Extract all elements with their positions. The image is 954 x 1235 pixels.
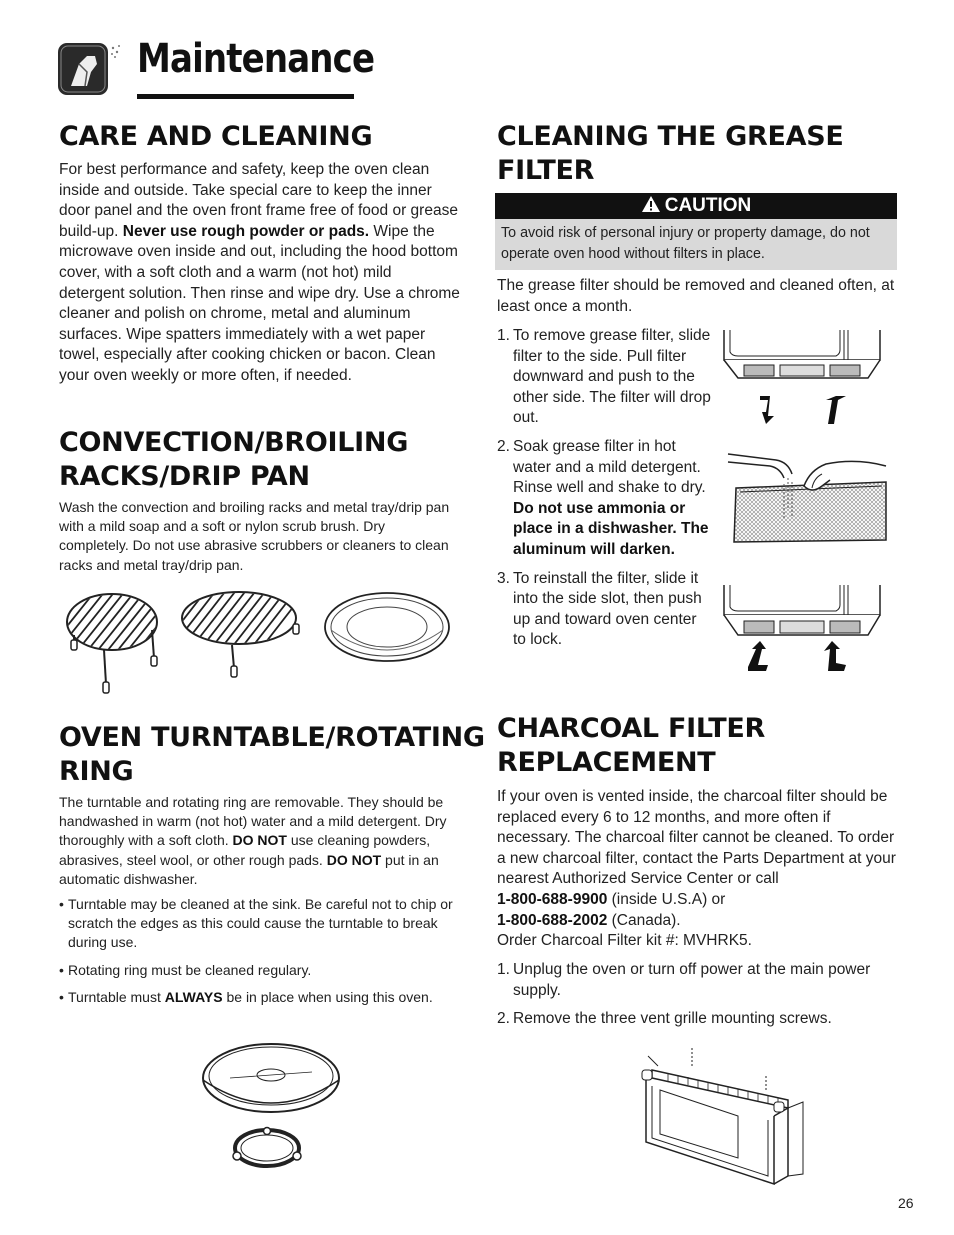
list-item: • Turntable may be cleaned at the sink. Be careful not to chip or scratch the edges as this could cause the turntable to break during use. bbox=[59, 895, 459, 953]
caution-header bbox=[495, 193, 897, 219]
charcoal-title-line1: CHARCOAL FILTER bbox=[497, 713, 766, 744]
list-item: • Rotating ring must be cleaned regulary. bbox=[59, 961, 459, 980]
step-number: 1. bbox=[497, 327, 510, 344]
charcoal-text bbox=[497, 787, 897, 952]
phone-line-usa bbox=[497, 890, 897, 911]
care-p1-rest: Wipe the microwave oven inside and out, including the hood bottom cover, with a soft cloth and a warm (not hot) mild detergent solution. Then rinse and wipe dry. Use a chrome cleaner and polish on chrome, metal and aluminum surfaces. Wipe spatters immediately with a wet paper towel, especially after cooking chicken or bacon. Clean your oven weekly or more often, if needed. bbox=[59, 222, 460, 384]
kit-number: Order Charcoal Filter kit #: MVHRK5. bbox=[497, 932, 752, 950]
care-warning: Never use rough powder or pads. bbox=[122, 222, 370, 240]
soak-filter-illustration bbox=[726, 448, 888, 543]
convection-text: Wash the convection and broiling racks and metal tray/drip pan with a mild soap and a soft or nylon scrub brush. Dry completely. Do not use abrasive scrubbers or cleaners to clean racks and metal tray/drip pan. bbox=[59, 499, 450, 573]
convection-title-line2: RACKS/DRIP PAN bbox=[59, 461, 310, 492]
list-item bbox=[497, 437, 711, 561]
step-warning: Do not use ammonia or place in a dishwasher. The aluminum will darken. bbox=[513, 499, 709, 558]
grease-intro: The grease filter should be removed and cleaned often, at least once a month. bbox=[497, 277, 895, 315]
convection-title-line1: CONVECTION/BROILING bbox=[59, 427, 409, 458]
caution-label: CAUTION bbox=[664, 195, 752, 216]
phone-canada: 1-800-688-2002 bbox=[497, 911, 608, 929]
charcoal-intro: If your oven is vented inside, the charcoal filter should be replaced every 6 to 12 months, and more often if necessary. The charcoal filter cannot be cleaned. To order a new charcoal filter, contact the Parts Department at your nearest Authorized Service Center or call bbox=[497, 788, 896, 888]
bullet3-a: Turntable must bbox=[68, 988, 161, 1005]
phone-usa: 1-800-688-9900 bbox=[497, 890, 608, 908]
turntable-title bbox=[59, 721, 485, 789]
list-item bbox=[497, 326, 711, 429]
charcoal-steps bbox=[497, 960, 897, 1030]
header-icon bbox=[57, 42, 109, 96]
turntable-do-not-1: DO NOT bbox=[232, 832, 287, 849]
step-number: 2. bbox=[497, 1010, 510, 1028]
grease-title bbox=[497, 120, 844, 188]
step-text: To remove grease filter, slide filter to the side. Pull filter downward and push to the other side. The filter will drop out. bbox=[513, 327, 711, 427]
care-text bbox=[59, 160, 461, 387]
turntable-text-c: put in an automatic dishwasher. bbox=[59, 851, 439, 887]
step-text: Soak grease filter in hot water and a mild detergent. Rinse well and shake to dry. bbox=[513, 437, 706, 497]
warning-triangle-icon bbox=[641, 195, 661, 221]
grease-title-line2: FILTER bbox=[497, 155, 595, 186]
grease-steps bbox=[497, 326, 711, 651]
list-item bbox=[497, 960, 897, 1001]
list-item bbox=[497, 569, 711, 651]
turntable-text-b: use cleaning powders, abrasives, steel wool, or other rough pads. bbox=[59, 832, 431, 868]
cleaning-hand-icon bbox=[57, 42, 127, 98]
phone-canada-note: (Canada). bbox=[611, 911, 681, 929]
step-text: Remove the three vent grille mounting screws. bbox=[513, 1010, 832, 1028]
list-item bbox=[59, 988, 459, 1007]
care-title: CARE AND CLEANING bbox=[59, 121, 373, 152]
convection-title bbox=[59, 426, 408, 494]
title-underline bbox=[137, 94, 354, 99]
caution-box bbox=[495, 219, 897, 270]
phone-usa-note: (inside U.S.A) or bbox=[611, 890, 726, 908]
step-text: Unplug the oven or turn off power at the main power supply. bbox=[513, 961, 871, 999]
charcoal-title bbox=[497, 712, 765, 780]
turntable-title-line1: OVEN TURNTABLE/ROTATING bbox=[59, 722, 485, 753]
charcoal-title-line2: REPLACEMENT bbox=[497, 747, 716, 778]
caution-text: To avoid risk of personal injury or property damage, do not operate oven hood without filters in place. bbox=[501, 225, 870, 262]
turntable-do-not-2: DO NOT bbox=[326, 851, 382, 868]
step-number: 2. bbox=[497, 437, 510, 455]
care-p1: For best performance and safety, keep the oven clean inside and outside. Take special care to keep the inner door panel and the oven front frame free of food or grease build-up. bbox=[59, 161, 458, 240]
step-text: To reinstall the filter, slide it into the side slot, then push up and toward oven center to lock. bbox=[513, 569, 702, 649]
step-number: 1. bbox=[497, 961, 510, 978]
bullet3-b: be in place when using this oven. bbox=[226, 988, 433, 1005]
turntable-text bbox=[59, 793, 459, 889]
turntable-text-a: The turntable and rotating ring are removable. They should be handwashed in warm (not hot) water and a mild detergent. Dry thoroughly with a soft cloth. bbox=[59, 794, 447, 849]
list-item bbox=[497, 1009, 897, 1030]
page-title: Maintenance bbox=[137, 36, 375, 82]
turntable-illustration bbox=[200, 1038, 350, 1173]
vent-grille-illustration bbox=[638, 1046, 808, 1191]
reinstall-filter-illustration bbox=[718, 585, 888, 680]
step-number: 3. bbox=[497, 569, 510, 587]
page-number: 26 bbox=[898, 1195, 914, 1211]
grease-title-line1: CLEANING THE GREASE bbox=[497, 121, 844, 152]
remove-filter-illustration bbox=[718, 330, 888, 430]
turntable-title-line2: RING bbox=[59, 756, 134, 787]
bullet3-bold: ALWAYS bbox=[164, 988, 223, 1005]
convection-racks-illustration bbox=[62, 590, 452, 702]
phone-line-canada bbox=[497, 911, 897, 932]
turntable-bullets bbox=[59, 895, 459, 1015]
